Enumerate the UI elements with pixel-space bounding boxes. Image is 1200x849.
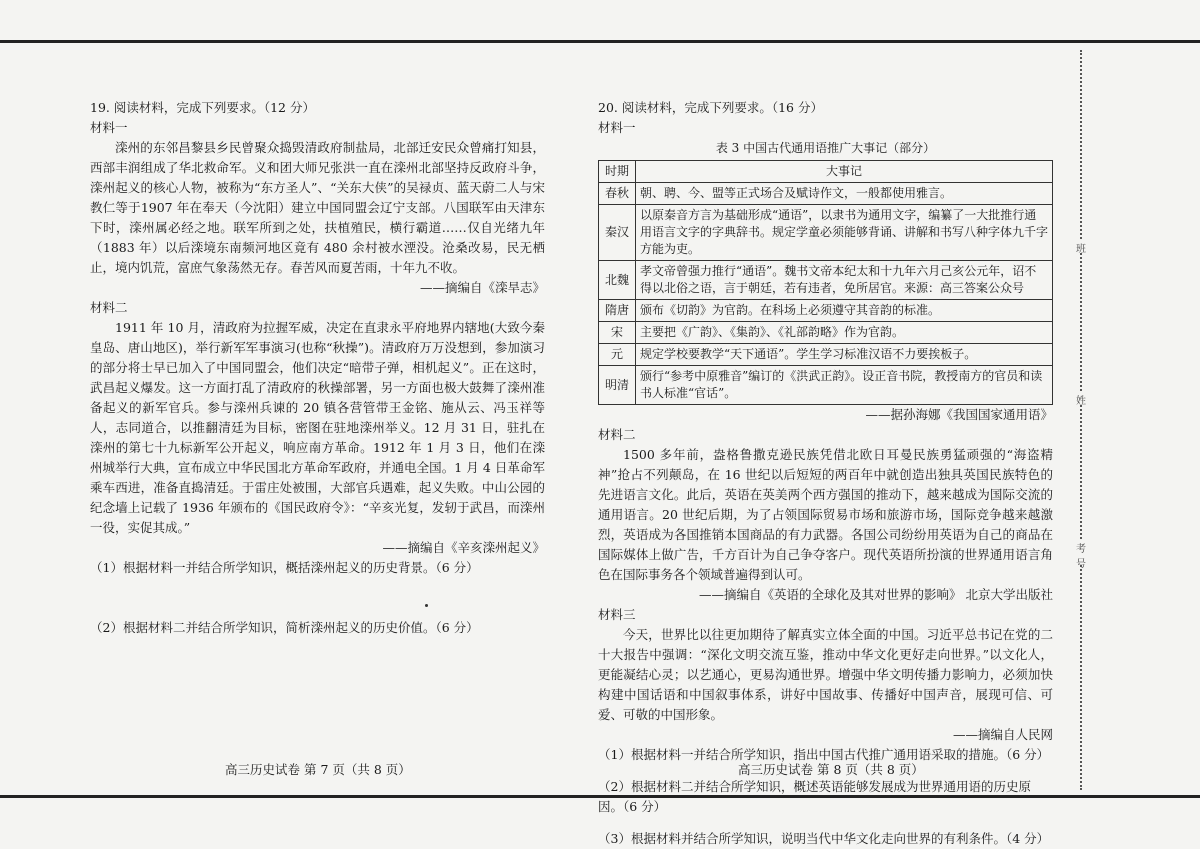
table-row [599, 366, 1053, 405]
table-row [599, 261, 1053, 300]
question-20-title: 20. 阅读材料，完成下列要求。（16 分） [598, 100, 823, 115]
question-19-2: （2）根据材料二并结合所学知识，简析滦州起义的历史价值。（6 分） [90, 620, 479, 635]
period-cell: 春秋 [599, 183, 636, 205]
question-20-1: （1）根据材料一并结合所学知识，指出中国古代推广通用语采取的措施。（6 分） [598, 747, 1050, 762]
material-3-label: 材料三 [598, 607, 636, 622]
event-cell: 主要把《广韵》、《集韵》、《礼部韵略》作为官韵。 [636, 322, 1053, 344]
answer-space-19-1 [90, 578, 545, 618]
period-cell: 宋 [599, 322, 636, 344]
material-2-label: 材料二 [90, 300, 128, 315]
event-cell: 颁布《切韵》为官韵。在科场上必须遵守其音韵的标准。 [636, 300, 1053, 322]
question-19-1: （1）根据材料一并结合所学知识，概括滦州起义的历史背景。（6 分） [90, 560, 479, 575]
binding-mark-name: 姓 [1074, 392, 1088, 404]
event-cell: 规定学校要教学“天下通语”。学生学习标准汉语不力要挨板子。 [636, 344, 1053, 366]
binding-mark-id: 考号 [1074, 540, 1088, 564]
material-1-label: 材料一 [598, 120, 636, 135]
material-1-label: 材料一 [90, 120, 128, 135]
table-row [599, 344, 1053, 366]
question-20-2: （2）根据材料二并结合所学知识，概述英语能够发展成为世界通用语的历史原因。（6 分） [598, 779, 1031, 814]
table-row [599, 300, 1053, 322]
question-19-title: 19. 阅读材料，完成下列要求。（12 分） [90, 100, 315, 115]
events-table [598, 160, 1053, 405]
material-2-source: ——摘编自《英语的全球化及其对世界的影响》 北京大学出版社 [699, 587, 1053, 602]
stray-dot [425, 604, 428, 607]
material-2-text: 1500 多年前，盎格鲁撒克逊民族凭借北欧日耳曼民族勇猛顽强的“海盗精神”抢占不列颠岛，在 16 世纪以后短短的两百年中就创造出独具英国民族特色的先进语言文化。此后，英语在英美两个西方强国的推动下，越来越成为国际交流的通用语言。20 世纪后期，为了占领国际贸易市场和旅游市场，国际竞争越来越激烈，英语成为各国推销本国商品的有力武器。各国公司纷纷用英语为自己的商品在国际媒体上做广告，千方百计为自己争夺客户。现代英语所扮演的世界通用语言角色在国际事务各个领域普遍得到认可。 [598, 447, 1053, 582]
question-20-3: （3）根据材料并结合所学知识，说明当代中华文化走向世界的有利条件。（4 分） [598, 831, 1050, 846]
material-3-text: 今天，世界比以往更加期待了解真实立体全面的中国。习近平总书记在党的二十大报告中强调：“深化文明交流互鉴，推动中华文化更好走向世界。”以文化人，更能凝结心灵；以艺通心，更易沟通世界。增强中华文明传播力影响力，必须加快构建中国话语和中国叙事体系，讲好中国故事、传播好中国声音，展现可信、可爱、可敬的中国形象。 [598, 627, 1053, 722]
period-cell: 元 [599, 344, 636, 366]
table-row [599, 205, 1053, 261]
material-2-source: ——摘编自《辛亥滦州起义》 [382, 540, 545, 555]
period-cell: 北魏 [599, 261, 636, 300]
page-7-footer: 高三历史试卷 第 7 页（共 8 页） [225, 762, 411, 777]
page-8-footer: 高三历史试卷 第 8 页（共 8 页） [738, 762, 924, 777]
event-cell: 朝、聘、今、盟等正式场合及赋诗作文，一般都使用雅言。 [636, 183, 1053, 205]
page-top-border [0, 40, 1200, 43]
answer-space-20-2 [598, 817, 1053, 829]
event-cell: 以原秦音方言为基础形成“通语”，以隶书为通用文字，编纂了一大批推行通用语言文字的字典辞书。规定学童必须能够背诵、讲解和书写八种字体九千字方能为吏。 [636, 205, 1053, 261]
material-2-label: 材料二 [598, 427, 636, 442]
table-header-row [599, 161, 1053, 183]
header-period: 时期 [599, 161, 636, 183]
event-cell: 孝文帝曾强力推行“通语”。魏书文帝本纪太和十九年六月己亥公元年，诏不得以北俗之语，言于朝廷，若有违者，免所居官。来源：高三答案公众号 [636, 261, 1053, 300]
material-1-text: 滦州的东邻昌黎县乡民曾聚众捣毁清政府制盐局，北部迁安民众曾痛打知县，西部丰润组成了华北救命军。义和团大师兄张洪一直在滦州北部坚持反政府斗争，滦州起义的核心人物，被称为“东方圣人”、“关东大侠”的吴禄贞、蓝天蔚二人与宋教仁等于1907 年在奉天（今沈阳）建立中国同盟会辽宁支部。八国联军由天津东下时，滦州属必经之地。联军所到之处，扶植殖民，横行霸道……仅自光绪九年（1883 年）以后滦境东南频河地区竟有 480 余村被水湮没。沧桑改易，民无栖止，境内饥荒，富庶气象荡然无存。春苦风而夏苦雨，十年九不收。 [90, 140, 545, 275]
material-2-text: 1911 年 10 月，清政府为拉握军威，决定在直隶永平府地界内辖地(大致今秦皇岛、唐山地区)，举行新军军事演习(也称“秋操”)。清政府万万没想到，参加演习的部分将士早已加入了中国同盟会，他们决定“暗带子弹，相机起义”。正在这时，武昌起义爆发。这一方面打乱了清政府的秋操部署，另一方面也极大鼓舞了滦州准备起义的新军官兵。参与滦州兵谏的 20 镇各营管带王金铭、施从云、冯玉祥等人，志同道合，以推翻清廷为目标，密图在驻地滦州举义。12 月 31 日，驻扎在滦州的第七十九标新军公开起义，响应南方革命。1912 年 1 月 3 日，他们在滦州城举行大典，宣布成立中华民国北方革命军政府，并通电全国。1 月 4 日革命军乘车西进，准备直捣清廷。于雷庄处被围，大部官兵遇难，起义失败。中山公园的纪念墙上记载了 1936 年颁布的《国民政府令》：“辛亥光复，发轫于武昌，而滦州一役，实促其成。” [90, 320, 545, 535]
material-1-source: ——摘编自《滦旱志》 [419, 280, 545, 295]
period-cell: 明清 [599, 366, 636, 405]
header-events: 大事记 [636, 161, 1053, 183]
binding-mark-class: 班 [1074, 240, 1088, 252]
material-1-source: ——据孙海娜《我国国家通用语》 [865, 407, 1053, 422]
event-cell: 颁行“参考中原雅音”编订的《洪武正韵》。设正音书院，教授南方的官员和读书人标准“官话”。 [636, 366, 1053, 405]
right-page [598, 98, 1053, 849]
material-3-source: ——摘编自人民网 [952, 727, 1053, 742]
table-caption: 表 3 中国古代通用语推广大事记（部分） [715, 141, 936, 155]
binding-dotted-line [1080, 50, 1082, 790]
period-cell: 秦汉 [599, 205, 636, 261]
left-page [90, 98, 545, 638]
table-row [599, 183, 1053, 205]
table-row [599, 322, 1053, 344]
period-cell: 隋唐 [599, 300, 636, 322]
